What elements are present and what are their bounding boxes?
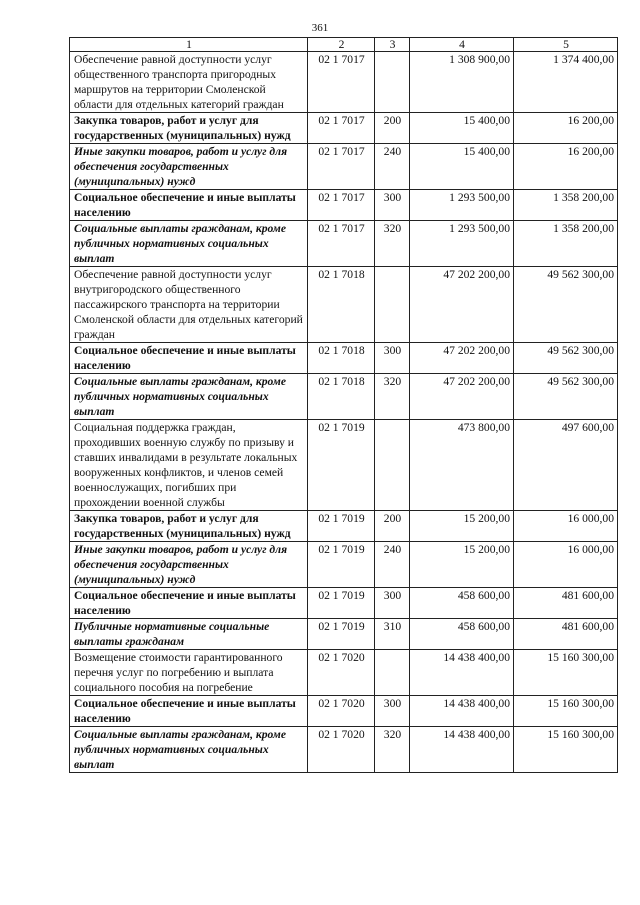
expense-name-cell: Закупка товаров, работ и услуг для государственных (муниципальных) нужд [70,511,308,542]
target-code-cell: 02 1 7018 [308,267,375,343]
amount-year1-cell: 1 308 900,00 [410,52,514,113]
budget-table-body [70,38,618,773]
table-row [70,420,618,511]
expense-type-cell [375,267,410,343]
amount-year2-cell: 481 600,00 [514,588,618,619]
target-code-cell: 02 1 7019 [308,420,375,511]
amount-year1-cell: 14 438 400,00 [410,650,514,696]
expense-type-cell: 240 [375,144,410,190]
column-number: 1 [70,38,308,52]
expense-type-cell: 300 [375,343,410,374]
table-row [70,221,618,267]
table-row [70,267,618,343]
budget-table [69,37,618,773]
amount-year1-cell: 15 400,00 [410,113,514,144]
amount-year1-cell: 1 293 500,00 [410,190,514,221]
amount-year2-cell: 49 562 300,00 [514,343,618,374]
expense-type-cell: 200 [375,113,410,144]
column-number: 4 [410,38,514,52]
expense-type-cell: 240 [375,542,410,588]
expense-type-cell [375,52,410,113]
expense-type-cell: 300 [375,696,410,727]
expense-name-cell: Социальное обеспечение и иные выплаты населению [70,343,308,374]
target-code-cell: 02 1 7020 [308,727,375,773]
expense-name-cell: Социальные выплаты гражданам, кроме публичных нормативных социальных выплат [70,221,308,267]
table-row [70,52,618,113]
amount-year1-cell: 14 438 400,00 [410,727,514,773]
column-number-header [70,38,618,52]
expense-name-cell: Социальные выплаты гражданам, кроме публичных нормативных социальных выплат [70,374,308,420]
amount-year1-cell: 473 800,00 [410,420,514,511]
amount-year1-cell: 458 600,00 [410,619,514,650]
amount-year2-cell: 16 200,00 [514,144,618,190]
expense-type-cell [375,650,410,696]
expense-name-cell: Социальные выплаты гражданам, кроме публичных нормативных социальных выплат [70,727,308,773]
table-row [70,343,618,374]
table-row [70,144,618,190]
table-row [70,619,618,650]
target-code-cell: 02 1 7020 [308,696,375,727]
amount-year1-cell: 15 400,00 [410,144,514,190]
expense-name-cell: Иные закупки товаров, работ и услуг для обеспечения государственных (муниципальных) нужд [70,144,308,190]
target-code-cell: 02 1 7020 [308,650,375,696]
expense-type-cell: 300 [375,190,410,221]
column-number: 2 [308,38,375,52]
amount-year2-cell: 49 562 300,00 [514,374,618,420]
expense-name-cell: Обеспечение равной доступности услуг общественного транспорта пригородных маршрутов на территории Смоленской области для отдельных категорий граждан [70,52,308,113]
target-code-cell: 02 1 7017 [308,190,375,221]
target-code-cell: 02 1 7017 [308,221,375,267]
amount-year2-cell: 15 160 300,00 [514,650,618,696]
expense-type-cell: 320 [375,727,410,773]
amount-year1-cell: 15 200,00 [410,511,514,542]
table-row [70,113,618,144]
amount-year2-cell: 481 600,00 [514,619,618,650]
amount-year1-cell: 47 202 200,00 [410,343,514,374]
table-row [70,542,618,588]
expense-type-cell: 310 [375,619,410,650]
amount-year1-cell: 14 438 400,00 [410,696,514,727]
amount-year2-cell: 15 160 300,00 [514,727,618,773]
table-row [70,190,618,221]
target-code-cell: 02 1 7019 [308,542,375,588]
expense-type-cell: 300 [375,588,410,619]
expense-name-cell: Социальное обеспечение и иные выплаты населению [70,696,308,727]
table-row [70,588,618,619]
target-code-cell: 02 1 7017 [308,52,375,113]
amount-year2-cell: 16 000,00 [514,511,618,542]
expense-name-cell: Закупка товаров, работ и услуг для государственных (муниципальных) нужд [70,113,308,144]
target-code-cell: 02 1 7018 [308,374,375,420]
amount-year2-cell: 1 374 400,00 [514,52,618,113]
target-code-cell: 02 1 7019 [308,511,375,542]
column-number: 3 [375,38,410,52]
expense-type-cell: 320 [375,221,410,267]
target-code-cell: 02 1 7019 [308,619,375,650]
amount-year2-cell: 1 358 200,00 [514,190,618,221]
expense-name-cell: Обеспечение равной доступности услуг внутригородского общественного пассажирского транспорта на территории Смоленской области для отдельных категорий граждан [70,267,308,343]
table-row [70,374,618,420]
amount-year2-cell: 1 358 200,00 [514,221,618,267]
amount-year1-cell: 458 600,00 [410,588,514,619]
expense-type-cell: 200 [375,511,410,542]
expense-name-cell: Социальное обеспечение и иные выплаты населению [70,190,308,221]
expense-type-cell: 320 [375,374,410,420]
amount-year2-cell: 49 562 300,00 [514,267,618,343]
expense-name-cell: Социальная поддержка граждан, проходивших военную службу по призыву и ставших инвалидами в результате локальных вооруженных конфликтов, и членов семей военнослужащих, погибших при прохождении военной службы [70,420,308,511]
table-row [70,696,618,727]
amount-year2-cell: 16 000,00 [514,542,618,588]
target-code-cell: 02 1 7017 [308,113,375,144]
amount-year2-cell: 497 600,00 [514,420,618,511]
column-number: 5 [514,38,618,52]
table-row [70,727,618,773]
expense-name-cell: Публичные нормативные социальные выплаты гражданам [70,619,308,650]
amount-year1-cell: 1 293 500,00 [410,221,514,267]
page-number: 361 [311,22,329,34]
target-code-cell: 02 1 7018 [308,343,375,374]
expense-name-cell: Иные закупки товаров, работ и услуг для обеспечения государственных (муниципальных) нужд [70,542,308,588]
amount-year2-cell: 15 160 300,00 [514,696,618,727]
expense-type-cell [375,420,410,511]
table-row [70,650,618,696]
amount-year1-cell: 15 200,00 [410,542,514,588]
amount-year1-cell: 47 202 200,00 [410,267,514,343]
target-code-cell: 02 1 7017 [308,144,375,190]
amount-year1-cell: 47 202 200,00 [410,374,514,420]
amount-year2-cell: 16 200,00 [514,113,618,144]
expense-name-cell: Социальное обеспечение и иные выплаты населению [70,588,308,619]
target-code-cell: 02 1 7019 [308,588,375,619]
expense-name-cell: Возмещение стоимости гарантированного перечня услуг по погребению и выплата социального пособия на погребение [70,650,308,696]
table-row [70,511,618,542]
